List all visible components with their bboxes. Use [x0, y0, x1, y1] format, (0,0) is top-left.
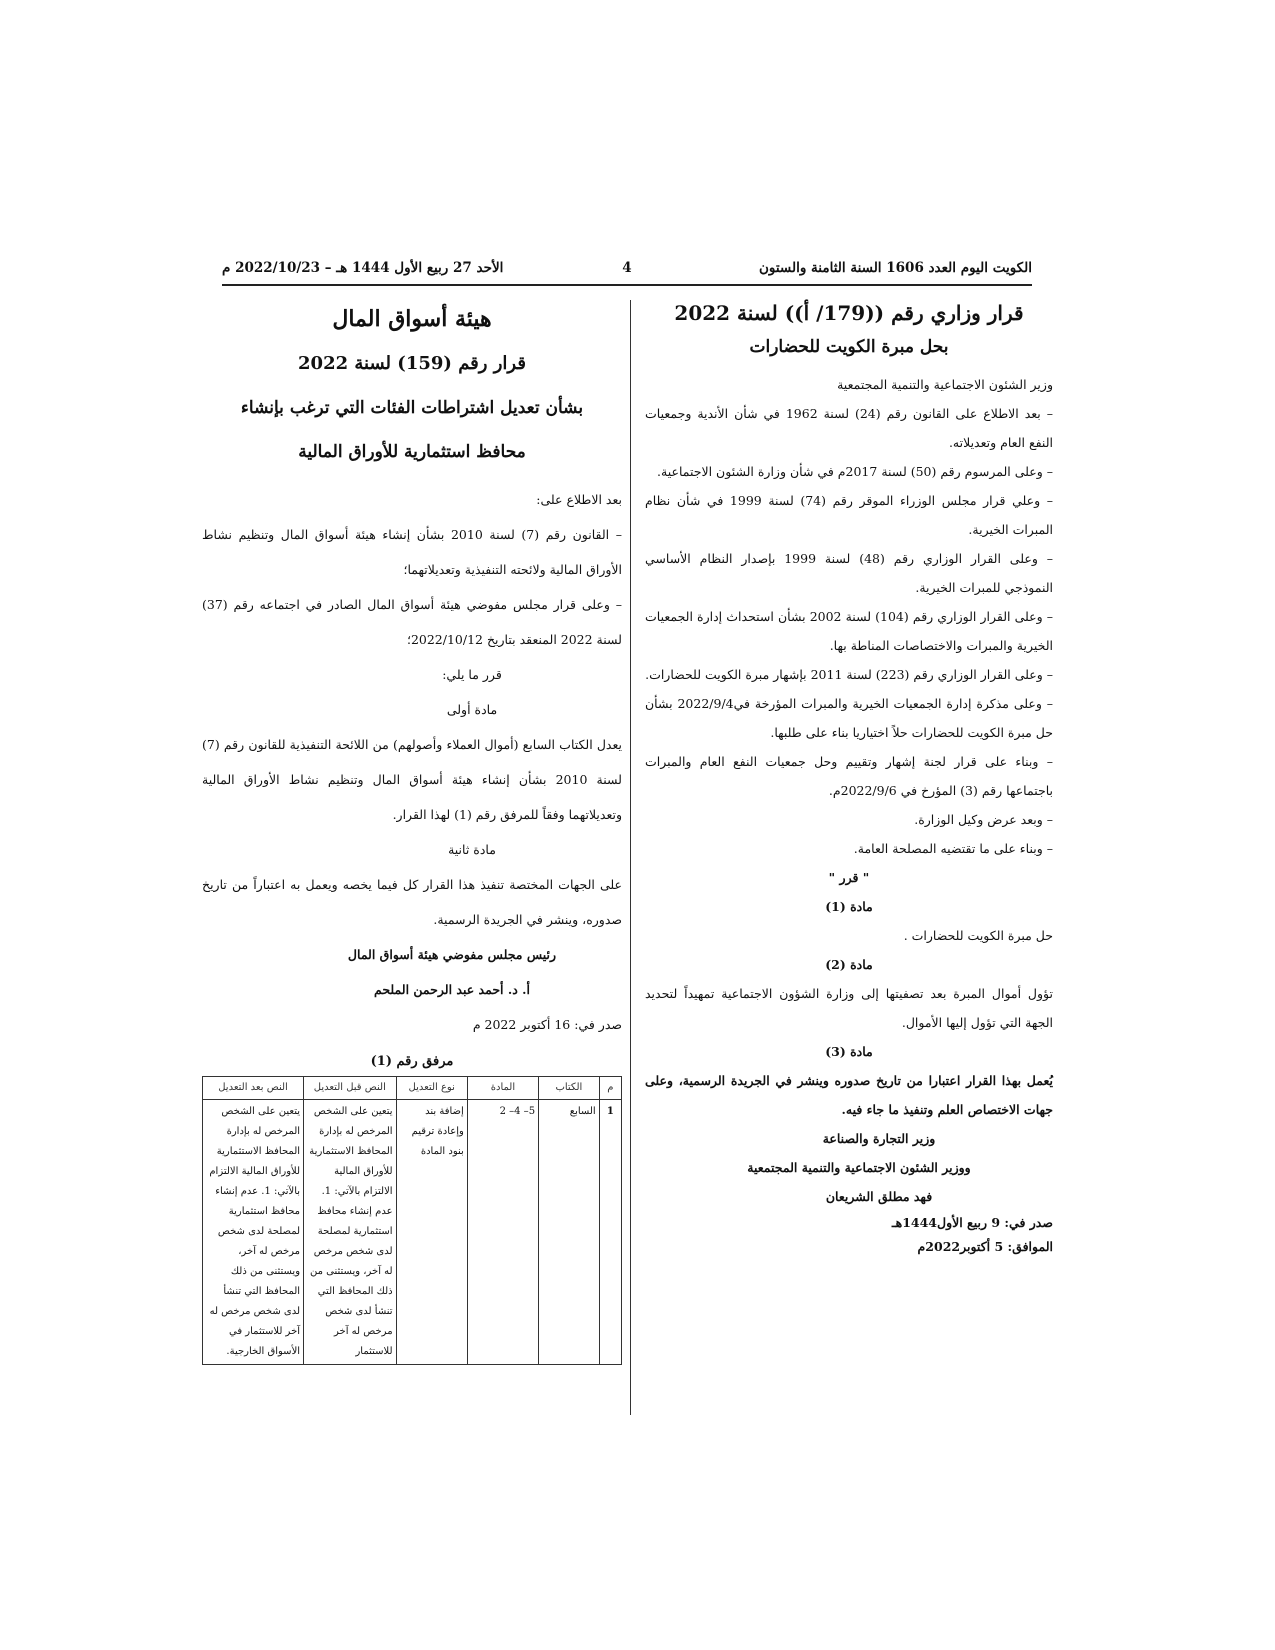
article-heading: مادة (1)	[825, 899, 873, 914]
article-text: تؤول أموال المبرة بعد تصفيتها إلى وزارة الشؤون الاجتماعية تمهيداً لتحديد الجهة التي تؤول إليها الأموال.	[645, 986, 1053, 1030]
signatory-name: فهد مطلق الشريعان	[825, 1189, 933, 1204]
article-text: على الجهات المختصة تنفيذ هذا القرار كل فيما يخصه ويعمل به اعتباراً من تاريخ صدوره، وينشر في الجريدة الرسمية.	[202, 877, 622, 927]
text-after-cell: يتعين على الشخص المرخص له بإدارة المحافظ الاستثمارية للأوراق المالية الالتزام بالآتي: 1. عدم إنشاء محافظ استثمارية لمصلحة لدى شخص مرخص له آخر، ويستثنى من ذلك المحافظ التي تنشأ لدى شخص مرخص له آخر للاستثمار في الأسواق الخارجية.	[203, 1100, 304, 1365]
column-header: م	[599, 1077, 621, 1100]
issue-date: صدر في: 16 أكتوبر 2022 م	[472, 1017, 622, 1032]
preamble-item: – وعلى القرار الوزاري رقم (48) لسنة 1999 بإصدار النظام الأساسي النموذجي للمبرات الخيرية.	[645, 551, 1053, 595]
change-type-cell: إضافة بند وإعادة ترقيم بنود المادة	[396, 1100, 467, 1365]
amendment-table	[202, 1076, 622, 1365]
text-before-cell: يتعين على الشخص المرخص له بإدارة المحافظ الاستثمارية للأوراق المالية الالتزام بالآتي: 1. عدم إنشاء محافظ استثمارية لمصلحة لدى شخص مرخص له آخر، ويستثنى من ذلك المحافظ التي تنشأ لدى شخص مرخص له آخر للاستثمار	[304, 1100, 397, 1365]
resolution-title: قرار رقم (159) لسنة 2022	[298, 353, 526, 374]
annex-title: مرفق رقم (1)	[370, 1054, 454, 1069]
resolution-subject: بشأن تعديل اشتراطات الفئات التي ترغب بإنشاء	[240, 398, 584, 418]
decided-heading: " قرر "	[828, 870, 870, 885]
preamble-item: – القانون رقم (7) لسنة 2010 بشأن إنشاء هيئة أسواق المال وتنظيم نشاط الأوراق المالية ولائحته التنفيذية وتعديلاتهما؛	[202, 527, 622, 577]
article-cell: 5– 4– 2	[467, 1100, 538, 1365]
signatory-title: وزير التجارة والصناعة	[822, 1131, 936, 1146]
decided-heading: قرر ما يلي:	[442, 667, 502, 682]
preamble-item: – بعد الاطلاع على القانون رقم (24) لسنة 1962 في شأن الأندية وجمعيات النفع العام وتعديلاته.	[645, 406, 1053, 450]
decision-subtitle: بحل مبرة الكويت للحضارات	[749, 337, 949, 357]
page-header	[222, 258, 1032, 286]
page-number: 4	[622, 260, 632, 276]
column-divider	[630, 300, 631, 1415]
cma-decision-column	[202, 296, 622, 1365]
preamble-item: – وعلي قرار مجلس الوزراء الموقر رقم (74) لسنة 1999 في شأن نظام المبرات الخيرية.	[645, 493, 1054, 537]
column-header: الكتاب	[539, 1077, 600, 1100]
authority-name: هيئة أسواق المال	[332, 306, 492, 332]
preamble-item: – وبناء على قرار لجنة إشهار وتقييم وحل جمعيات النفع العام والمبرات باجتماعها رقم (3) المؤرخ في 2022/9/6م.	[645, 754, 1053, 798]
ministerial-decision-column	[645, 296, 1053, 1259]
table-row	[203, 1100, 622, 1365]
article-heading: مادة ثانية	[448, 842, 496, 857]
issue-date-hijri: صدر في: 9 ربيع الأول1444هـ	[891, 1215, 1053, 1230]
issue-date-gregorian: الموافق: 5 أكتوبر2022م	[917, 1239, 1053, 1254]
article-text: حل مبرة الكويت للحضارات .	[903, 928, 1053, 943]
preamble-item: – وعلى القرار الوزاري رقم (223) لسنة 2011 بإشهار مبرة الكويت للحضارات.	[645, 667, 1053, 682]
column-header: النص قبل التعديل	[304, 1077, 397, 1100]
gazette-issue: الكويت اليوم العدد 1606 السنة الثامنة والستون	[758, 260, 1032, 276]
preamble-list	[645, 399, 1053, 863]
preamble-item: – وعلى المرسوم رقم (50) لسنة 2017م في شأن وزارة الشئون الاجتماعية.	[657, 464, 1053, 479]
article-heading: مادة (2)	[825, 957, 873, 972]
signatory-name: أ. د. أحمد عبد الرحمن الملحم	[374, 982, 530, 997]
preamble-item: – وعلى مذكرة إدارة الجمعيات الخيرية والمبرات المؤرخة في2022/9/4 بشأن حل مبرة الكويت للحضارات حلاً اختياريا بناء على طلبها.	[645, 696, 1053, 740]
column-header: نوع التعديل	[396, 1077, 467, 1100]
column-header: النص بعد التعديل	[203, 1077, 304, 1100]
table-header-row	[203, 1077, 622, 1100]
preamble-item: – وبعد عرض وكيل الوزارة.	[914, 812, 1053, 827]
article-heading: مادة (3)	[825, 1044, 873, 1059]
after-review-line: بعد الاطلاع على:	[536, 492, 622, 507]
column-header: المادة	[467, 1077, 538, 1100]
row-number: 1	[599, 1100, 621, 1365]
preamble-item: – وعلى القرار الوزاري رقم (104) لسنة 2002 بشأن استحداث إدارة الجمعيات الخيرية والمبرات والاختصاصات المناطة بها.	[645, 609, 1053, 653]
article-text: يُعمل بهذا القرار اعتبارا من تاريخ صدوره وينشر في الجريدة الرسمية، وعلى جهات الاختصاص العلم وتنفيذ ما جاء فيه.	[645, 1073, 1053, 1117]
decision-title: قرار وزاري رقم ((179/ أ)) لسنة 2022	[674, 301, 1024, 325]
signatory-title: ووزير الشئون الاجتماعية والتنمية المجتمعية	[747, 1160, 971, 1175]
issue-date: الأحد 27 ربيع الأول 1444 هـ – 2022/10/23 م	[222, 260, 504, 276]
minister-line: وزير الشئون الاجتماعية والتنمية المجتمعية	[837, 377, 1053, 392]
preamble-item: – وبناء على ما تقتضيه المصلحة العامة.	[853, 841, 1053, 856]
article-heading: مادة أولى	[446, 702, 498, 717]
preamble-item: – وعلى قرار مجلس مفوضي هيئة أسواق المال الصادر في اجتماعه رقم (37) لسنة 2022 المنعقد بتاريخ 2022/10/12؛	[202, 597, 622, 647]
resolution-subject: محافظ استثمارية للأوراق المالية	[298, 442, 526, 462]
signatory-title: رئيس مجلس مفوضي هيئة أسواق المال	[347, 947, 557, 962]
book-cell: السابع	[539, 1100, 600, 1365]
article-text: يعدل الكتاب السابع (أموال العملاء وأصولهم) من اللائحة التنفيذية للقانون رقم (7) لسنة 2010 بشأن إنشاء هيئة أسواق المال وتنظيم نشاط الأوراق المالية وتعديلاتهما وفقاً للمرفق رقم (1) لهذا القرار.	[202, 737, 622, 822]
